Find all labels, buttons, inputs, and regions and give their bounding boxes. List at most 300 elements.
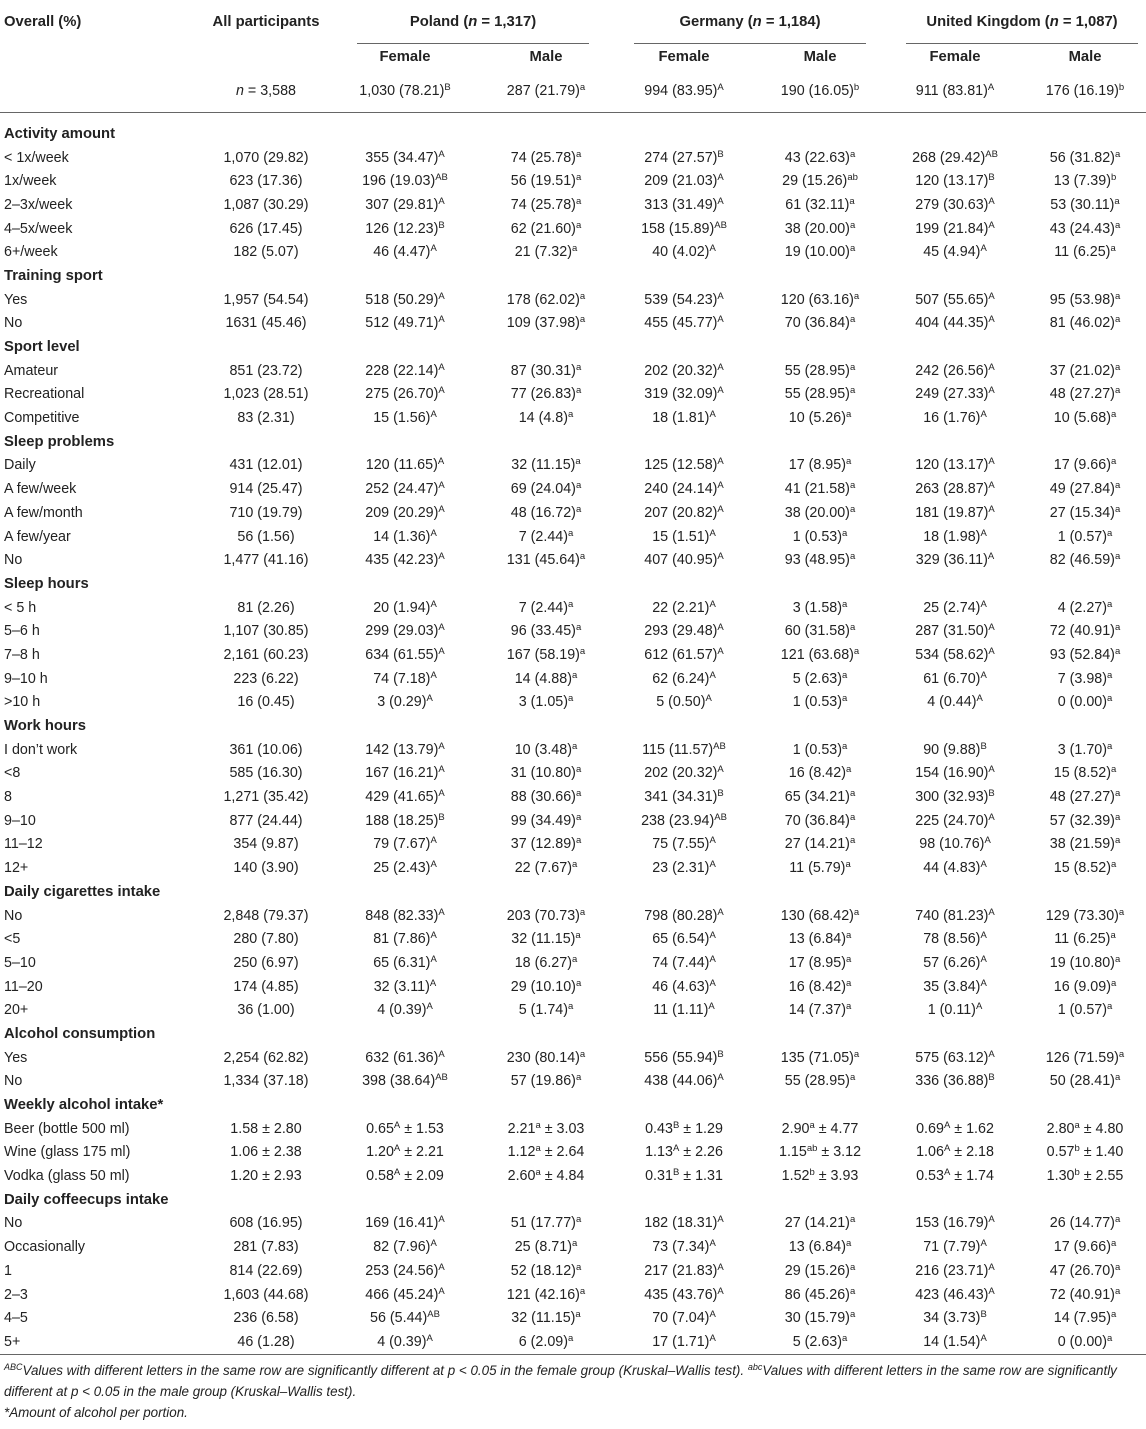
cell-value: 1 (0.11) <box>927 1002 976 1019</box>
cell-value: 3 (1.70) <box>1057 741 1107 758</box>
significance-letter: a <box>853 906 860 918</box>
table-row <box>0 785 1146 809</box>
cell-value: 16 (8.42) <box>788 978 846 995</box>
significance-letter: a <box>575 930 581 942</box>
cell-value: 279 (30.63) <box>915 196 989 213</box>
significance-letter: a <box>1107 527 1113 539</box>
row-label: 12+ <box>4 860 29 877</box>
significance-letter: A <box>430 859 437 871</box>
cell-value: 121 (42.16) <box>506 1286 580 1303</box>
cell-value: 17 (9.66) <box>1053 457 1111 474</box>
significance-letter: a <box>842 527 848 539</box>
row-label: Wine (glass 175 ml) <box>4 1144 131 1161</box>
significance-letter: A <box>709 1238 716 1250</box>
cell-value: 178 (62.02) <box>506 291 580 308</box>
cell-value: 74 (25.78) <box>510 149 576 166</box>
cell-value: 69 (24.04) <box>510 481 576 498</box>
significance-letter: A <box>430 930 437 942</box>
significance-letter: A <box>988 290 995 302</box>
cell-value: 14 (1.36) <box>373 528 431 545</box>
cell-value: 11 (6.25) <box>1054 244 1111 261</box>
male-cell <box>478 193 614 217</box>
significance-letter: a <box>1107 1332 1113 1344</box>
female-cell <box>614 193 754 217</box>
all-participants-cell: 1,334 (37.18) <box>223 1073 309 1090</box>
all-participants-cell: 431 (12.01) <box>229 457 303 474</box>
significance-letter: A <box>438 314 445 326</box>
male-cell <box>478 667 614 691</box>
significance-letter: A <box>709 243 716 255</box>
cell-value: 65 (34.21) <box>784 789 850 806</box>
male-cell <box>754 1259 886 1283</box>
female-cell <box>332 998 478 1022</box>
male-cell <box>478 856 614 880</box>
n-value: 994 (83.95) <box>644 83 718 99</box>
all-participants-cell: 2,161 (60.23) <box>223 646 309 663</box>
row-label: 1 <box>4 1262 12 1279</box>
cell-value: 11 (6.25) <box>1054 931 1111 948</box>
cell-value: 7 (2.44) <box>518 599 568 616</box>
section-title: Sport level <box>4 339 80 356</box>
male-cell <box>1024 312 1146 336</box>
table-row <box>0 1141 1146 1165</box>
all-participants-cell: 1,087 (30.29) <box>223 196 309 213</box>
significance-letter: a <box>1107 693 1113 705</box>
cell-value: 88 (30.66) <box>510 789 576 806</box>
cell-value: 240 (24.14) <box>644 481 718 498</box>
female-cell <box>332 927 478 951</box>
cell-value: 22 (2.21) <box>652 599 710 616</box>
cell-value: 634 (61.55) <box>365 646 439 663</box>
significance-letter: a <box>575 788 582 800</box>
female-cell <box>332 667 478 691</box>
row-label: 9–10 h <box>4 670 48 687</box>
section-title: Alcohol consumption <box>4 1025 156 1042</box>
significance-letter: A <box>717 1285 724 1297</box>
male-cell <box>754 785 886 809</box>
cell-value: 120 (13.17) <box>915 173 989 190</box>
cell-value: 455 (45.77) <box>644 315 718 332</box>
significance-letter: A <box>988 456 995 468</box>
cell-value: 355 (34.47) <box>365 149 439 166</box>
female-cell <box>614 1070 754 1094</box>
table-row <box>0 951 1146 975</box>
male-cell <box>478 1164 614 1188</box>
row-label: Occasionally <box>4 1239 86 1256</box>
male-cell <box>754 1306 886 1330</box>
row-label: A few/month <box>4 504 83 521</box>
male-cell <box>478 406 614 430</box>
significance-letter: A <box>437 456 445 468</box>
significance-letter: A <box>438 385 445 397</box>
male-cell <box>754 691 886 715</box>
row-label: Yes <box>4 1049 28 1066</box>
cell-value: 1.12 <box>507 1144 536 1161</box>
female-cell <box>332 548 478 572</box>
significance-letter: a <box>1114 622 1121 634</box>
male-cell <box>478 1306 614 1330</box>
cell-value: 539 (54.23) <box>644 291 718 308</box>
male-cell <box>478 1212 614 1236</box>
female-cell <box>332 146 478 170</box>
female-cell <box>886 643 1024 667</box>
cell-value: 90 (9.88) <box>923 741 981 758</box>
male-cell <box>754 1283 886 1307</box>
cell-value: 57 (19.86) <box>510 1073 576 1090</box>
cell-value: 0.43 <box>645 1120 673 1137</box>
section-header-row <box>0 122 1146 146</box>
cell-value: 38 (20.00) <box>784 220 850 237</box>
row-label: A few/year <box>4 528 71 545</box>
significance-letter: a <box>849 1214 856 1226</box>
male-cell <box>478 146 614 170</box>
female-cell <box>332 525 478 549</box>
cell-value: 27 (14.21) <box>784 836 850 853</box>
table-row <box>0 1117 1146 1141</box>
female-cell <box>614 833 754 857</box>
table-row <box>0 856 1146 880</box>
female-cell <box>614 1330 754 1354</box>
male-cell <box>1024 1212 1146 1236</box>
significance-letter: a <box>1114 503 1121 515</box>
corner-header: Overall (%) <box>4 14 82 30</box>
male-cell <box>1024 1235 1146 1259</box>
cell-value: 167 (16.21) <box>365 765 439 782</box>
group-name: United Kingdom <box>926 14 1041 30</box>
female-cell <box>332 619 478 643</box>
male-cell <box>754 1070 886 1094</box>
male-cell <box>754 667 886 691</box>
significance-letter: A <box>980 1238 987 1250</box>
cell-value: 10 (5.68) <box>1053 410 1111 427</box>
footnote-sup-lower: abc <box>747 1362 763 1372</box>
male-cell <box>754 312 886 336</box>
row-label: No <box>4 315 23 332</box>
significance-letter: a <box>1110 859 1117 871</box>
table-row <box>0 548 1146 572</box>
significance-letter: AB <box>435 1072 448 1084</box>
significance-letter: a <box>1114 788 1121 800</box>
female-cell <box>886 359 1024 383</box>
male-cell <box>754 975 886 999</box>
female-cell <box>614 240 754 264</box>
table-row <box>0 383 1146 407</box>
male-cell <box>1024 359 1146 383</box>
significance-letter: a <box>849 1309 856 1321</box>
cell-value: 0.65 <box>366 1120 394 1137</box>
cell-value: 2.60 <box>507 1168 536 1185</box>
table-row <box>0 643 1146 667</box>
row-label: 6+/week <box>4 244 58 261</box>
significance-letter: B <box>717 148 724 160</box>
significance-letter: A <box>430 1238 437 1250</box>
cell-value: 125 (12.58) <box>644 457 718 474</box>
significance-letter: A <box>709 859 716 871</box>
cell-value: 75 (7.55) <box>652 836 710 853</box>
cell-value: 14 (4.8) <box>518 410 568 427</box>
significance-letter: a <box>849 788 856 800</box>
cell-value: 29 (15.26) <box>784 1262 850 1279</box>
cell-value: 34 (3.73) <box>923 1310 981 1327</box>
significance-letter: A <box>717 906 724 918</box>
significance-letter: A <box>984 835 991 847</box>
male-cell <box>754 477 886 501</box>
female-cell <box>332 1070 478 1094</box>
section-title: Daily cigarettes intake <box>4 883 161 900</box>
female-cell <box>332 1164 478 1188</box>
female-cell <box>614 1306 754 1330</box>
male-cell <box>754 856 886 880</box>
male-cell <box>754 927 886 951</box>
significance-letter: a <box>575 835 582 847</box>
cell-sd: ± 4.77 <box>814 1120 859 1137</box>
cell-value: 72 (40.91) <box>1049 623 1115 640</box>
male-cell <box>754 169 886 193</box>
cell-value: 5 (2.63) <box>792 1333 842 1350</box>
all-participants-cell: 851 (23.72) <box>229 362 303 379</box>
all-participants-cell: 250 (6.97) <box>233 954 299 971</box>
table-row <box>0 762 1146 786</box>
male-cell <box>478 169 614 193</box>
n-superscript: b <box>1118 82 1125 93</box>
section-title: Daily coffeecups intake <box>4 1191 169 1208</box>
significance-letter: a <box>575 503 582 515</box>
female-cell <box>332 1235 478 1259</box>
significance-letter: A <box>717 290 724 302</box>
significance-letter: A <box>438 1261 445 1273</box>
significance-letter: B <box>672 1167 680 1179</box>
female-cell <box>614 738 754 762</box>
male-cell <box>478 1117 614 1141</box>
significance-letter: a <box>849 503 856 515</box>
significance-letter: A <box>976 693 983 705</box>
significance-letter: A <box>717 551 724 563</box>
male-cell <box>754 359 886 383</box>
cell-value: 56 (5.44) <box>370 1310 428 1327</box>
footnote-alcohol: *Amount of alcohol per portion. <box>4 1405 188 1420</box>
significance-letter: a <box>568 527 574 539</box>
significance-letter: a <box>849 551 856 563</box>
significance-letter: B <box>980 1309 987 1321</box>
male-cell <box>1024 762 1146 786</box>
cell-value: 32 (11.15) <box>511 1310 576 1327</box>
significance-letter: a <box>579 551 586 563</box>
table-row <box>0 738 1146 762</box>
cell-value: 1.15 <box>779 1144 807 1161</box>
cell-value: 740 (81.23) <box>915 907 989 924</box>
significance-letter: a <box>1107 1001 1113 1013</box>
cell-value: 0.53 <box>916 1168 944 1185</box>
significance-letter: A <box>988 1285 995 1297</box>
cell-value: 53 (30.11) <box>1050 196 1115 213</box>
cell-value: 252 (24.47) <box>365 481 439 498</box>
all-participants-cell: 585 (16.30) <box>229 765 303 782</box>
female-cell <box>614 525 754 549</box>
cell-value: 55 (28.95) <box>784 386 850 403</box>
cell-sd: ± 3.12 <box>817 1144 862 1161</box>
significance-letter: AB <box>714 219 727 231</box>
significance-letter: a <box>579 290 586 302</box>
cell-value: 14 (7.37) <box>788 1002 846 1019</box>
cell-value: 1.30 <box>1046 1168 1075 1185</box>
cell-value: 182 (18.31) <box>644 1215 718 1232</box>
significance-letter: a <box>1107 598 1113 610</box>
male-cell <box>478 501 614 525</box>
cell-sd: ± 1.40 <box>1079 1144 1124 1161</box>
significance-letter: a <box>853 290 860 302</box>
significance-letter: a <box>575 219 582 231</box>
significance-letter: A <box>980 953 987 965</box>
significance-letter: A <box>393 1143 401 1155</box>
significance-letter: a <box>845 1238 852 1250</box>
all-participants-cell: 236 (6.58) <box>233 1310 299 1327</box>
significance-letter: A <box>717 1072 724 1084</box>
significance-letter: B <box>717 788 724 800</box>
female-cell <box>614 383 754 407</box>
n-value: 911 (83.81) <box>915 83 988 99</box>
cell-value: 130 (68.42) <box>780 907 854 924</box>
significance-letter: a <box>1114 314 1121 326</box>
male-cell <box>478 596 614 620</box>
significance-letter: A <box>430 598 437 610</box>
significance-letter: A <box>438 1285 445 1297</box>
female-cell <box>614 1283 754 1307</box>
cell-value: 4 (0.39) <box>377 1002 427 1019</box>
cell-value: 18 (6.27) <box>514 954 572 971</box>
cell-value: 2.80 <box>1046 1120 1075 1137</box>
significance-letter: a <box>849 480 856 492</box>
cell-sd: ± 4.80 <box>1079 1120 1124 1137</box>
significance-letter: A <box>429 977 437 989</box>
male-cell <box>754 406 886 430</box>
female-cell <box>886 998 1024 1022</box>
male-cell <box>1024 217 1146 241</box>
cell-value: 207 (20.82) <box>644 504 718 521</box>
significance-letter: A <box>980 1332 987 1344</box>
row-label: 11–20 <box>4 978 43 995</box>
cell-value: 0 (0.00) <box>1057 1333 1107 1350</box>
significance-letter: a <box>568 409 574 421</box>
cell-value: 435 (42.23) <box>365 552 439 569</box>
row-label: A few/week <box>4 481 77 498</box>
female-cell <box>614 856 754 880</box>
male-cell <box>1024 975 1146 999</box>
female-cell <box>614 785 754 809</box>
male-cell <box>478 643 614 667</box>
significance-letter: A <box>988 906 995 918</box>
significance-letter: a <box>849 1285 856 1297</box>
male-cell <box>1024 477 1146 501</box>
significance-letter: a <box>1114 645 1121 657</box>
female-cell <box>886 809 1024 833</box>
significance-letter: A <box>438 1048 445 1060</box>
significance-letter: a <box>849 622 856 634</box>
cell-value: 23 (2.31) <box>652 860 710 877</box>
significance-letter: AB <box>435 172 448 184</box>
female-cell <box>886 1259 1024 1283</box>
group-name: Germany <box>679 14 744 30</box>
cell-value: 153 (16.79) <box>915 1215 989 1232</box>
female-cell <box>614 217 754 241</box>
cell-value: 41 (21.58) <box>784 481 850 498</box>
cell-value: 466 (45.24) <box>365 1286 439 1303</box>
section-title: Activity amount <box>4 125 115 142</box>
significance-letter: A <box>709 527 716 539</box>
cell-value: 77 (26.83) <box>510 386 576 403</box>
significance-letter: a <box>1110 930 1116 942</box>
cell-value: 126 (71.59) <box>1045 1049 1119 1066</box>
significance-letter: a <box>853 645 860 657</box>
female-cell <box>614 1235 754 1259</box>
cell-value: 798 (80.28) <box>644 907 718 924</box>
significance-letter: A <box>717 1261 724 1273</box>
row-label: 5+ <box>0 1330 200 1354</box>
cell-value: 404 (44.35) <box>915 315 989 332</box>
female-cell <box>886 501 1024 525</box>
row-label: Recreational <box>4 386 85 403</box>
male-cell <box>1024 738 1146 762</box>
all-participants-cell: 914 (25.47) <box>229 481 303 498</box>
all-participants-cell: 1,107 (30.85) <box>223 623 309 640</box>
female-cell <box>332 406 478 430</box>
cell-value: 512 (49.71) <box>365 315 439 332</box>
row-label: 7–8 h <box>4 646 40 663</box>
group-n: 1,087 <box>1075 14 1113 30</box>
significance-letter: a <box>849 385 856 397</box>
table-row <box>0 691 1146 715</box>
significance-letter: a <box>842 669 848 681</box>
cell-value: 2.90 <box>781 1120 810 1137</box>
female-header: Female <box>379 49 431 65</box>
male-cell <box>754 1235 886 1259</box>
male-cell <box>478 833 614 857</box>
table-row <box>0 288 1146 312</box>
significance-letter: a <box>849 835 856 847</box>
female-cell <box>886 975 1024 999</box>
male-cell <box>1024 833 1146 857</box>
male-cell <box>1024 596 1146 620</box>
cell-value: 82 (7.96) <box>373 1239 431 1256</box>
male-cell <box>478 240 614 264</box>
male-cell <box>1024 1164 1146 1188</box>
n-superscript: B <box>444 82 451 93</box>
significance-letter: A <box>717 1214 724 1226</box>
n-superscript: a <box>579 82 586 93</box>
cell-value: 228 (22.14) <box>365 362 439 379</box>
table-row <box>0 1164 1146 1188</box>
female-cell <box>886 477 1024 501</box>
male-cell <box>754 501 886 525</box>
female-cell <box>886 738 1024 762</box>
male-cell <box>1024 1330 1146 1354</box>
female-cell <box>332 1141 478 1165</box>
female-cell <box>332 596 478 620</box>
significance-letter: a <box>849 1072 856 1084</box>
section-header-row <box>0 714 1146 738</box>
all-participants-cell: 174 (4.85) <box>233 978 299 995</box>
significance-letter: a <box>568 598 574 610</box>
cell-value: 0.31 <box>645 1168 673 1185</box>
female-cell <box>886 1235 1024 1259</box>
female-cell <box>332 1330 478 1354</box>
female-cell <box>886 762 1024 786</box>
significance-letter: a <box>575 622 582 634</box>
spacer-row <box>0 113 1146 123</box>
significance-letter: a <box>842 693 848 705</box>
cell-value: 253 (24.56) <box>365 1262 439 1279</box>
cell-value: 120 (63.16) <box>780 291 854 308</box>
significance-letter: a <box>1114 1214 1121 1226</box>
